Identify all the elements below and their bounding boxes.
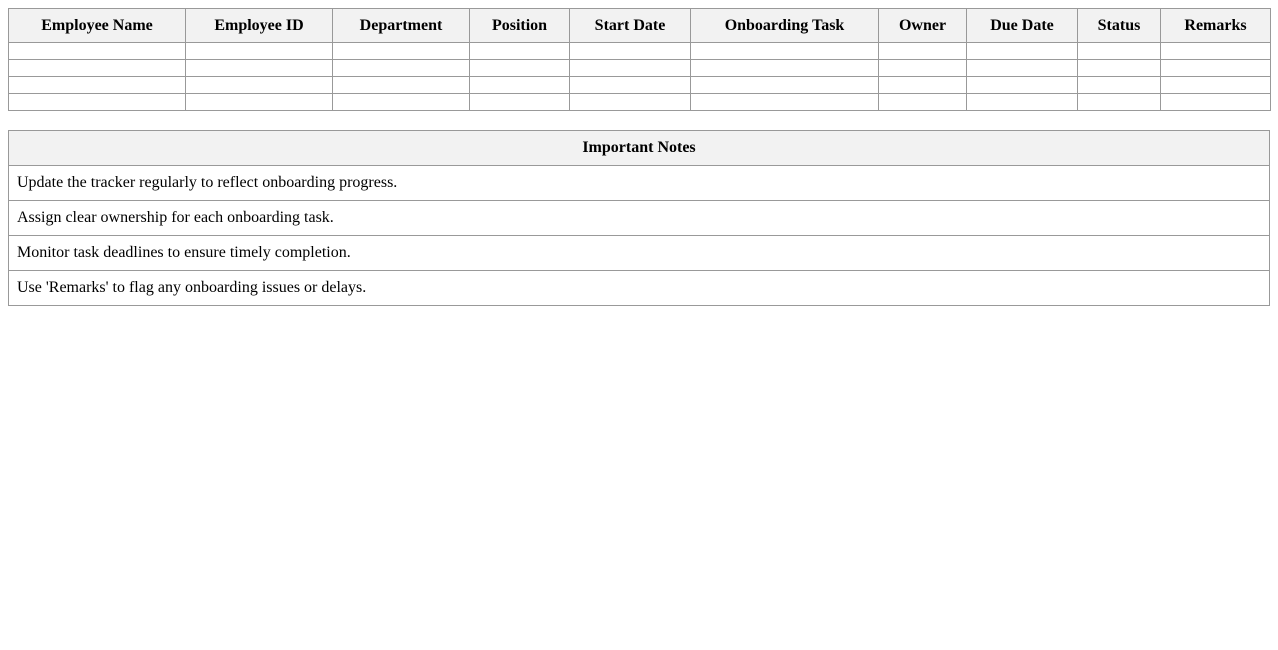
table-cell[interactable]	[967, 77, 1078, 94]
table-cell[interactable]	[879, 43, 967, 60]
note-item: Assign clear ownership for each onboarding task.	[9, 201, 1270, 236]
column-header-position: Position	[470, 9, 570, 43]
note-row	[9, 271, 1270, 306]
table-cell[interactable]	[1078, 77, 1161, 94]
table-cell[interactable]	[570, 43, 691, 60]
table-row	[9, 43, 1271, 60]
table-cell[interactable]	[691, 60, 879, 77]
column-header-employee-name: Employee Name	[9, 9, 186, 43]
table-cell[interactable]	[879, 60, 967, 77]
table-row	[9, 94, 1271, 111]
column-header-remarks: Remarks	[1161, 9, 1271, 43]
table-cell[interactable]	[470, 77, 570, 94]
table-cell[interactable]	[691, 43, 879, 60]
table-cell[interactable]	[186, 60, 333, 77]
table-cell[interactable]	[470, 94, 570, 111]
table-cell[interactable]	[9, 77, 186, 94]
onboarding-tracker-table	[8, 8, 1271, 111]
table-cell[interactable]	[570, 77, 691, 94]
notes-title: Important Notes	[9, 131, 1270, 166]
table-cell[interactable]	[1161, 94, 1271, 111]
table-cell[interactable]	[470, 43, 570, 60]
page	[8, 8, 1270, 306]
table-cell[interactable]	[879, 94, 967, 111]
table-cell[interactable]	[186, 43, 333, 60]
table-cell[interactable]	[9, 94, 186, 111]
table-cell[interactable]	[691, 77, 879, 94]
column-header-onboarding-task: Onboarding Task	[691, 9, 879, 43]
column-header-status: Status	[1078, 9, 1161, 43]
table-cell[interactable]	[1161, 60, 1271, 77]
note-item: Update the tracker regularly to reflect onboarding progress.	[9, 166, 1270, 201]
note-row	[9, 166, 1270, 201]
table-cell[interactable]	[1078, 60, 1161, 77]
important-notes-table	[8, 130, 1270, 306]
table-cell[interactable]	[879, 77, 967, 94]
table-cell[interactable]	[186, 77, 333, 94]
table-cell[interactable]	[1078, 43, 1161, 60]
column-header-owner: Owner	[879, 9, 967, 43]
table-cell[interactable]	[470, 60, 570, 77]
table-cell[interactable]	[1161, 43, 1271, 60]
header-row	[9, 9, 1271, 43]
note-row	[9, 201, 1270, 236]
table-cell[interactable]	[333, 43, 470, 60]
table-cell[interactable]	[1078, 94, 1161, 111]
table-cell[interactable]	[9, 60, 186, 77]
table-row	[9, 60, 1271, 77]
table-cell[interactable]	[570, 60, 691, 77]
notes-header-row	[9, 131, 1270, 166]
table-cell[interactable]	[967, 60, 1078, 77]
table-cell[interactable]	[9, 43, 186, 60]
table-cell[interactable]	[333, 60, 470, 77]
column-header-start-date: Start Date	[570, 9, 691, 43]
column-header-employee-id: Employee ID	[186, 9, 333, 43]
note-item: Use 'Remarks' to flag any onboarding issues or delays.	[9, 271, 1270, 306]
note-row	[9, 236, 1270, 271]
table-cell[interactable]	[967, 94, 1078, 111]
table-cell[interactable]	[1161, 77, 1271, 94]
table-cell[interactable]	[570, 94, 691, 111]
column-header-due-date: Due Date	[967, 9, 1078, 43]
column-header-department: Department	[333, 9, 470, 43]
table-cell[interactable]	[967, 43, 1078, 60]
table-cell[interactable]	[691, 94, 879, 111]
note-item: Monitor task deadlines to ensure timely completion.	[9, 236, 1270, 271]
table-cell[interactable]	[333, 94, 470, 111]
table-cell[interactable]	[186, 94, 333, 111]
table-row	[9, 77, 1271, 94]
table-cell[interactable]	[333, 77, 470, 94]
